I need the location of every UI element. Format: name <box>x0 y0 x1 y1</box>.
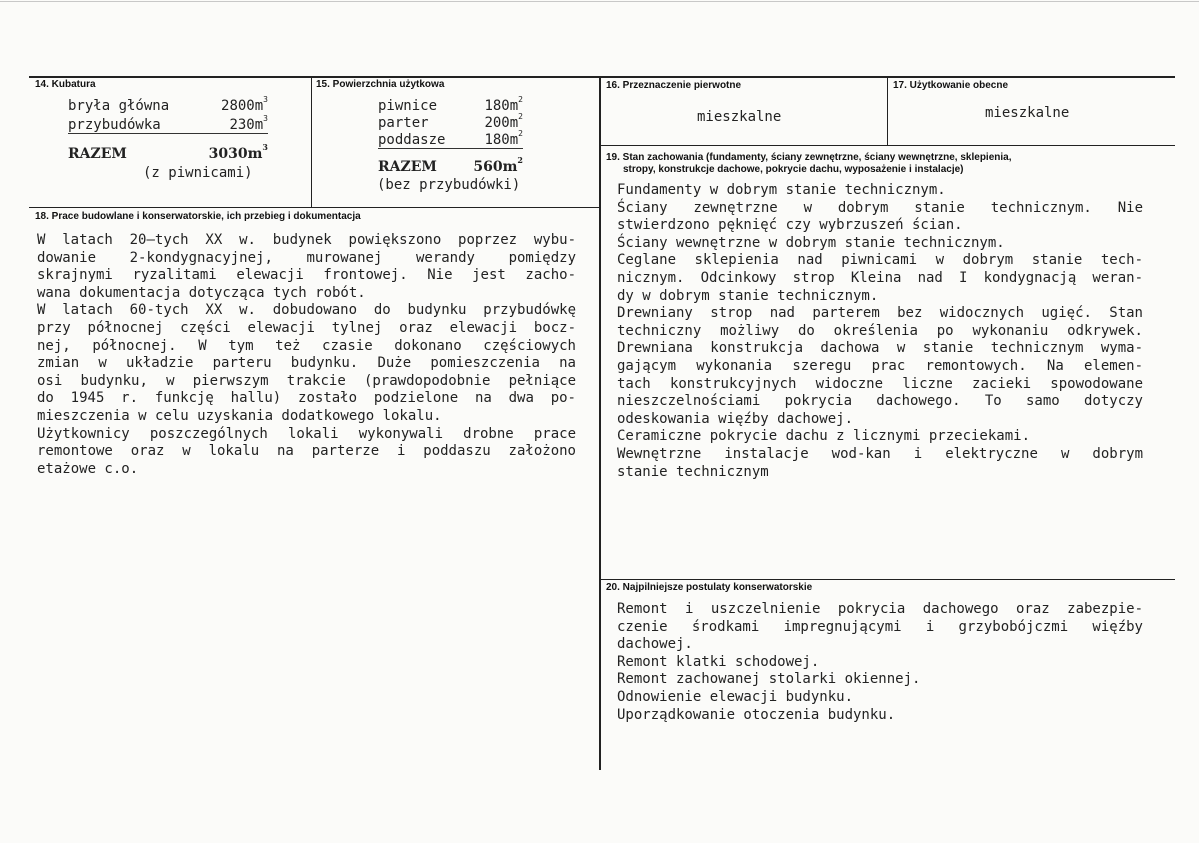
text-line: tach konstrukcyjnych widoczne liczne zacieki spowodowane <box>617 375 1143 392</box>
text-line: Ściany zewnętrzne w dobrym stanie technicznym. Nie <box>617 199 1143 216</box>
label-stan-line2: stropy, konstrukcje dachowe, pokrycie dachu, wyposażenie i instalacje) <box>623 164 964 175</box>
text-line: etażowe c.o. <box>37 460 139 477</box>
kubatura-row <box>68 114 268 134</box>
powierzchnia-row-name: piwnice <box>378 98 438 114</box>
text-line: techniczny możliwy do określenia po wykonaniu odkrywek. <box>617 322 1143 339</box>
text-line: nicznym. Odcinkowy strop Kleina nad I kondygnacją weran- <box>617 269 1143 286</box>
text-line: stwierdzono pęknięć czy wybrzuszeń ścian. <box>617 217 963 234</box>
text-line: Ceramiczne pokrycie dachu z licznymi przeciekami. <box>617 428 1031 445</box>
kubatura-total-value: $3030m^3$ <box>208 142 268 162</box>
kubatura-row-value: $230m^3$ <box>229 114 268 133</box>
text-line: mieszczenia w celu uzyskania dodatkowego lokalu. <box>37 407 442 424</box>
divider-left-right <box>599 77 601 770</box>
scan-edge <box>0 1 1199 2</box>
rule-above-20 <box>600 579 1175 580</box>
label-kubatura: 14. Kubatura <box>35 79 96 90</box>
text-line: osi budynku, w pierwszym trakcie (prawdopodobnie pełniące <box>37 372 576 389</box>
text-line: Użytkownicy poszczególnych lokali wykonywali drobne prace <box>37 425 576 442</box>
text-line: stanie technicznym <box>617 463 769 480</box>
text-line: czenie środkami impregnującymi i grzybobójczmi więźby <box>617 618 1143 635</box>
top-rule <box>29 76 1175 78</box>
label-prace: 18. Prace budowlane i konserwatorskie, ich przebieg i dokumentacja <box>35 211 361 222</box>
text-line: Remont zachowanej stolarki okiennej. <box>617 671 921 688</box>
text-line: remontowe oraz w lokalu na parterze i poddaszu założono <box>37 443 576 460</box>
text-line: wana dokumentacja dotycząca tych robót. <box>37 284 366 301</box>
kubatura-note: (z piwnicami) <box>143 165 253 181</box>
label-stan-line1: 19. Stan zachowania (fundamenty, ściany zewnętrzne, ściany wewnętrzne, sklepienia, <box>606 152 1012 163</box>
kubatura-total-label: RAZEM <box>68 146 127 162</box>
kubatura-row-value: $2800m^3$ <box>221 95 268 114</box>
text-line: gającym wykonania szeregu prac remontowych. Na elemen- <box>617 357 1143 374</box>
powierzchnia-total-value: $560m^2$ <box>473 155 523 175</box>
text-line: W latach 60-tych XX w. dobudowano do budynku przybudówkę <box>37 302 576 319</box>
text-line: skrajnymi ryzalitami elewacji frontowej. Nie jest zacho- <box>37 267 576 284</box>
label-powierzchnia: 15. Powierzchnia użytkowa <box>316 79 445 90</box>
text-line: odeskowania więźby dachowej. <box>617 410 854 427</box>
powierzchnia-row-name: poddasze <box>378 132 446 148</box>
powierzchnia-note: (bez przybudówki) <box>377 177 521 193</box>
powierzchnia-row-value: $180m^2$ <box>484 95 523 114</box>
kubatura-row-name: przybudówka <box>68 117 161 133</box>
text-line: Drewniana konstrukcja dachowa w stanie technicznym wyma- <box>617 340 1143 357</box>
text-line: zmian w układzie parteru budynku. Duże pomieszczenia na <box>37 355 576 372</box>
powierzchnia-total-label: RAZEM <box>378 159 437 175</box>
powierzchnia-row <box>378 129 523 149</box>
powierzchnia-row-value: $180m^2$ <box>484 129 523 148</box>
przeznaczenie-value: mieszkalne <box>697 109 782 125</box>
text-line: przy północnej części elewacji tylnej oraz elewacji bocz- <box>37 319 576 336</box>
text-line: Ceglane sklepienia nad piwnicami w dobrym stanie tech- <box>617 252 1143 269</box>
kubatura-row-name: bryła główna <box>68 98 170 114</box>
prace-text <box>37 232 576 478</box>
stan-text <box>617 182 1143 481</box>
text-line: Drewniany strop nad parterem bez widocznych ugięć. Stan <box>617 305 1143 322</box>
text-line: Ściany wewnętrzne w dobrym stanie technicznym. <box>617 234 1005 251</box>
text-line: Odnowienie elewacji budynku. <box>617 688 854 705</box>
uzytkowanie-value: mieszkalne <box>985 105 1070 121</box>
divider-14-15 <box>311 77 312 207</box>
label-przeznaczenie: 16. Przeznaczenie pierwotne <box>606 80 742 91</box>
label-uzytkowanie: 17. Użytkowanie obecne <box>893 80 1009 91</box>
label-postulaty: 20. Najpilniejsze postulaty konserwatorskie <box>606 582 813 593</box>
text-line: Wewnętrzne instalacje wod-kan i elektryczne w dobrym <box>617 445 1143 462</box>
text-line: dowanie 2-kondygnacyjnej, murowanej werandy pomiędzy <box>37 249 576 266</box>
text-line: nej, północnej. W tym też czasie dokonano częściowych <box>37 337 576 354</box>
rule-above-18 <box>29 207 600 208</box>
text-line: Fundamenty w dobrym stanie technicznym. <box>617 182 946 198</box>
postulaty-text <box>617 601 1143 724</box>
powierzchnia-row-value: $200m^2$ <box>484 112 523 131</box>
text-line: do 1945 r. funkcję hallu) zostało podzielone na dwa po- <box>37 390 576 407</box>
text-line: W latach 20–tych XX w. budynek powiększono poprzez wybu- <box>37 232 576 248</box>
text-line: Remont i uszczelnienie pokrycia dachowego oraz zabezpie- <box>617 601 1143 617</box>
text-line: Remont klatki schodowej. <box>617 653 820 670</box>
text-line: Uporządkowanie otoczenia budynku. <box>617 706 896 723</box>
text-line: dachowej. <box>617 636 693 653</box>
rule-under-16-17 <box>600 145 1175 146</box>
text-line: nieszczelnościami pokrycia dachowego. To samo dotyczy <box>617 393 1143 410</box>
powierzchnia-row-name: parter <box>378 115 429 131</box>
text-line: dy w dobrym stanie technicznym. <box>617 287 879 304</box>
divider-16-17 <box>887 77 888 146</box>
